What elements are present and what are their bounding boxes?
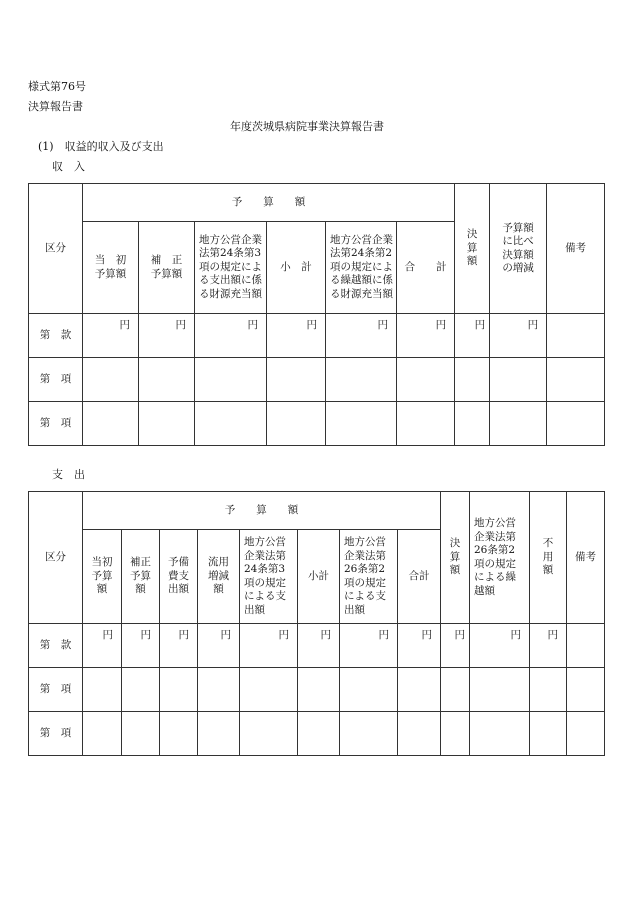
income-row-label: 第 款 bbox=[29, 314, 83, 358]
expense-cell-yen: 円 bbox=[83, 624, 122, 668]
expense-col-law26-2: 地方公営 企業法第 26条第2 項の規定 による支 出額 bbox=[340, 530, 398, 624]
expense-row-label: 第 款 bbox=[29, 624, 83, 668]
income-cell-yen: 円 bbox=[195, 314, 267, 358]
expense-row-label: 第 項 bbox=[29, 668, 83, 712]
income-col-total: 合 計 bbox=[397, 222, 455, 314]
expense-cell-yen: 円 bbox=[240, 624, 298, 668]
income-cell-yen: 円 bbox=[490, 314, 547, 358]
expense-cell-yen: 円 bbox=[298, 624, 340, 668]
expense-cell-yen: 円 bbox=[441, 624, 470, 668]
income-row-label: 第 項 bbox=[29, 402, 83, 446]
expense-cell-yen: 円 bbox=[122, 624, 160, 668]
income-table bbox=[28, 183, 605, 446]
expense-kurikoshi-header: 地方公営 企業法第 26条第2 項の規定 による繰 越額 bbox=[470, 492, 530, 624]
expense-cell-yen: 円 bbox=[340, 624, 398, 668]
income-kessan-header: 決 算 額 bbox=[455, 184, 490, 314]
expense-col-initial: 当初 予算 額 bbox=[83, 530, 122, 624]
income-col-law24-2: 地方公営企業法第24条第2項の規定による繰越額に係る財源充当額 bbox=[326, 222, 397, 314]
expense-table bbox=[28, 491, 605, 756]
expense-biko-header: 備考 bbox=[567, 492, 605, 624]
expense-kessan-header: 決 算 額 bbox=[441, 492, 470, 624]
income-cell-yen: 円 bbox=[397, 314, 455, 358]
expense-cell-yen: 円 bbox=[198, 624, 240, 668]
income-col-subtotal: 小 計 bbox=[267, 222, 326, 314]
expense-col-law24-3: 地方公営 企業法第 24条第3 項の規定 による支 出額 bbox=[240, 530, 298, 624]
expense-cell-yen: 円 bbox=[470, 624, 530, 668]
expense-col-subtotal: 小計 bbox=[298, 530, 340, 624]
expense-col-supplement: 補正 予算 額 bbox=[122, 530, 160, 624]
expense-budget-group-header: 予 算 額 bbox=[83, 492, 441, 530]
income-cell-yen: 円 bbox=[267, 314, 326, 358]
income-kubun-header: 区分 bbox=[29, 184, 83, 314]
expense-cell-yen: 円 bbox=[398, 624, 441, 668]
income-biko-header: 備考 bbox=[547, 184, 605, 314]
income-row-label: 第 項 bbox=[29, 358, 83, 402]
income-cell-yen: 円 bbox=[326, 314, 397, 358]
expense-fuyo-header: 不 用 額 bbox=[530, 492, 567, 624]
expense-cell bbox=[567, 624, 605, 668]
document-name: 決算報告書 bbox=[28, 100, 83, 113]
income-col-law24-3: 地方公営企業法第24条第3項の規定による支出額に係る財源充当額 bbox=[195, 222, 267, 314]
income-cell-yen: 円 bbox=[455, 314, 490, 358]
income-cell bbox=[547, 314, 605, 358]
expense-cell-yen: 円 bbox=[530, 624, 567, 668]
income-col-supplement: 補 正 予算額 bbox=[139, 222, 195, 314]
expense-label: 支 出 bbox=[52, 468, 85, 481]
expense-row-label: 第 項 bbox=[29, 712, 83, 756]
expense-col-diversion: 流用 増減 額 bbox=[198, 530, 240, 624]
page-title: 年度茨城県病院事業決算報告書 bbox=[230, 120, 384, 133]
expense-kubun-header: 区分 bbox=[29, 492, 83, 624]
income-cell-yen: 円 bbox=[139, 314, 195, 358]
expense-col-total: 合計 bbox=[398, 530, 441, 624]
income-label: 収 入 bbox=[52, 160, 85, 173]
expense-cell-yen: 円 bbox=[160, 624, 198, 668]
income-cell-yen: 円 bbox=[83, 314, 139, 358]
expense-col-reserve: 予備 費支 出額 bbox=[160, 530, 198, 624]
income-col-initial: 当 初 予算額 bbox=[83, 222, 139, 314]
section-heading: (1) 収益的収入及び支出 bbox=[38, 140, 164, 153]
income-hikaku-header: 予算額 に比べ 決算額 の増減 bbox=[490, 184, 547, 314]
income-budget-group-header: 予 算 額 bbox=[83, 184, 455, 222]
form-number: 様式第76号 bbox=[28, 80, 86, 93]
